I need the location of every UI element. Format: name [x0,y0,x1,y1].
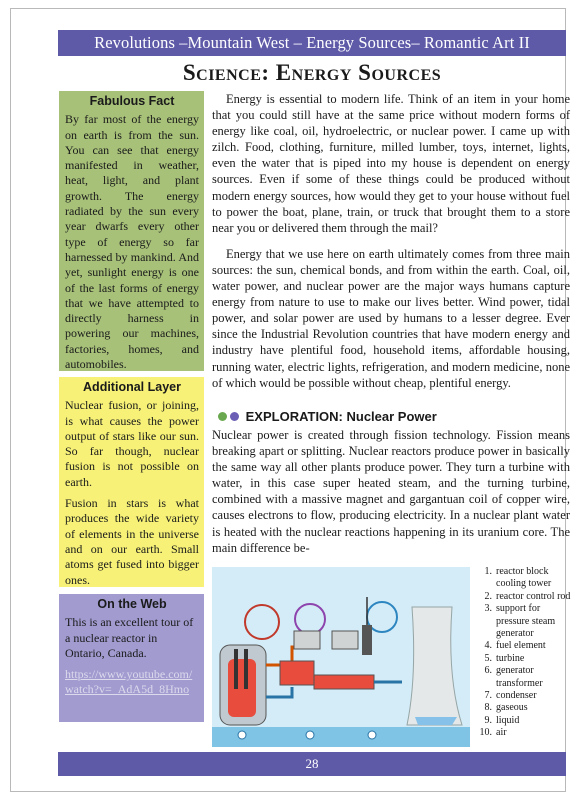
article-paragraph: Energy that we use here on earth ultimately comes from three main sources: the sun, chemical bonds, and from within the earth. Coal, oil, water power, and nuclear power are the major ways humans capture energy from nature to use to make our lives better. Wind power, tidal power, and solar power are used by humans to a lesser degree. Ever since the Industrial Revolution countries that have modern energy and industry have plentiful food, household items, affordable housing, running water, electric lights, refrigeration, and modern medicine, none of which would be possible without cheap, plentiful energy. [212,246,570,390]
legend-item: 2. reactor control rod [484,590,571,602]
on-the-web-text: This is an excellent tour of a nuclear reactor in Ontario, Canada. [65,615,194,660]
legend-item: 3. support for pressure steam generator [484,603,556,640]
legend-item: 5. turbine [484,652,525,664]
diagram-legend [478,566,574,740]
exploration-heading [218,409,437,424]
turbine-1 [294,631,320,649]
steam-generator [280,661,314,685]
green-dot-icon [218,412,227,421]
header-bar [58,30,566,56]
legend-item: 8. gaseous [484,702,528,714]
fabulous-fact-box [59,91,204,371]
page-number: 28 [305,756,319,771]
on-the-web-box [59,594,204,722]
cooling-tower-water [415,717,457,725]
water-channel [212,727,470,747]
pump-icon [368,731,376,739]
exploration-heading-text: EXPLORATION: Nuclear Power [245,409,437,424]
header-title: Revolutions –Mountain West – Energy Sources– Romantic Art II [94,33,530,52]
youtube-link[interactable]: https://www.youtube.com/watch?v=_AdA5d_8Hmo [65,667,193,697]
pump-icon [306,731,314,739]
turbine-2 [332,631,358,649]
legend-item: 4. fuel element [484,640,546,652]
fabulous-fact-text: By far most of the energy on earth is from the sun. You can see that energy manifested in weather, heat, light, and plant growth. The energy radiated by the sun every year dwarfs every other type of energy so far harnessed by mankind. And yet, sunlight energy is one of the last forms of energy that we have attempted to directly harness in powering our machines, factories, homes, and automobiles. [65,112,199,372]
on-the-web-title: On the Web [97,597,167,611]
additional-layer-paragraph: Fusion in stars is what produces the wide variety of elements in the universe and on our earth. Small atoms get fused into bigger ones. [65,496,199,587]
purple-dot-icon [230,412,239,421]
legend-item: 6. generator transformer [484,665,543,689]
legend-item: 9. liquid [484,714,520,726]
nuclear-plant-diagram [212,567,470,747]
footer-bar [58,752,566,776]
additional-layer-box [59,377,204,587]
condenser [314,675,374,689]
main-article [212,91,570,401]
pump-icon [238,731,246,739]
exploration-section [212,427,570,566]
exploration-text: Nuclear power is created through fission technology. Fission means breaking apart or splitting. Nuclear reactors produce power in basically the same way all other plants produce power. They turn a turbine with water, in this case super heated steam, and the turning turbine, combined with a massive magnet and gargantuan coil of copper wire, causes electrons to flow, producing electricity. In a nuclear plant water is heated with the nuclear reactions happening in its uranium core. The main difference be- [212,428,570,555]
generator [362,625,372,655]
legend-item: 10. air [479,727,507,739]
reactor-core [228,659,256,717]
page-title: Science: Energy Sources [182,60,442,85]
control-rod [234,649,238,689]
legend-item: 7. condenser [484,690,537,702]
additional-layer-title: Additional Layer [83,380,181,394]
control-rod [244,649,248,689]
additional-layer-paragraph: Nuclear fusion, or joining, is what causes the power output of stars like our sun. So far though, nuclear fusion is not possible on earth. [65,398,199,489]
legend-item: 1. reactor block cooling tower [484,566,552,590]
article-paragraph: Energy is essential to modern life. Think of an item in your home that you could still have at the same price without modern forms of energy like coal, oil, hydroelectric, or nuclear power. I came up with zilch. Food, clothing, furniture, milled lumber, toys, internet, lights, even the water that is piped into my house is dependent on energy sources. Even if some of these things could be produced without modern energy sources, how would they get to your house without fuel to power the boat, plane, train, or truck that brought them to a store near you or delivered them through the mail? [212,92,570,235]
fabulous-fact-title: Fabulous Fact [89,94,175,108]
